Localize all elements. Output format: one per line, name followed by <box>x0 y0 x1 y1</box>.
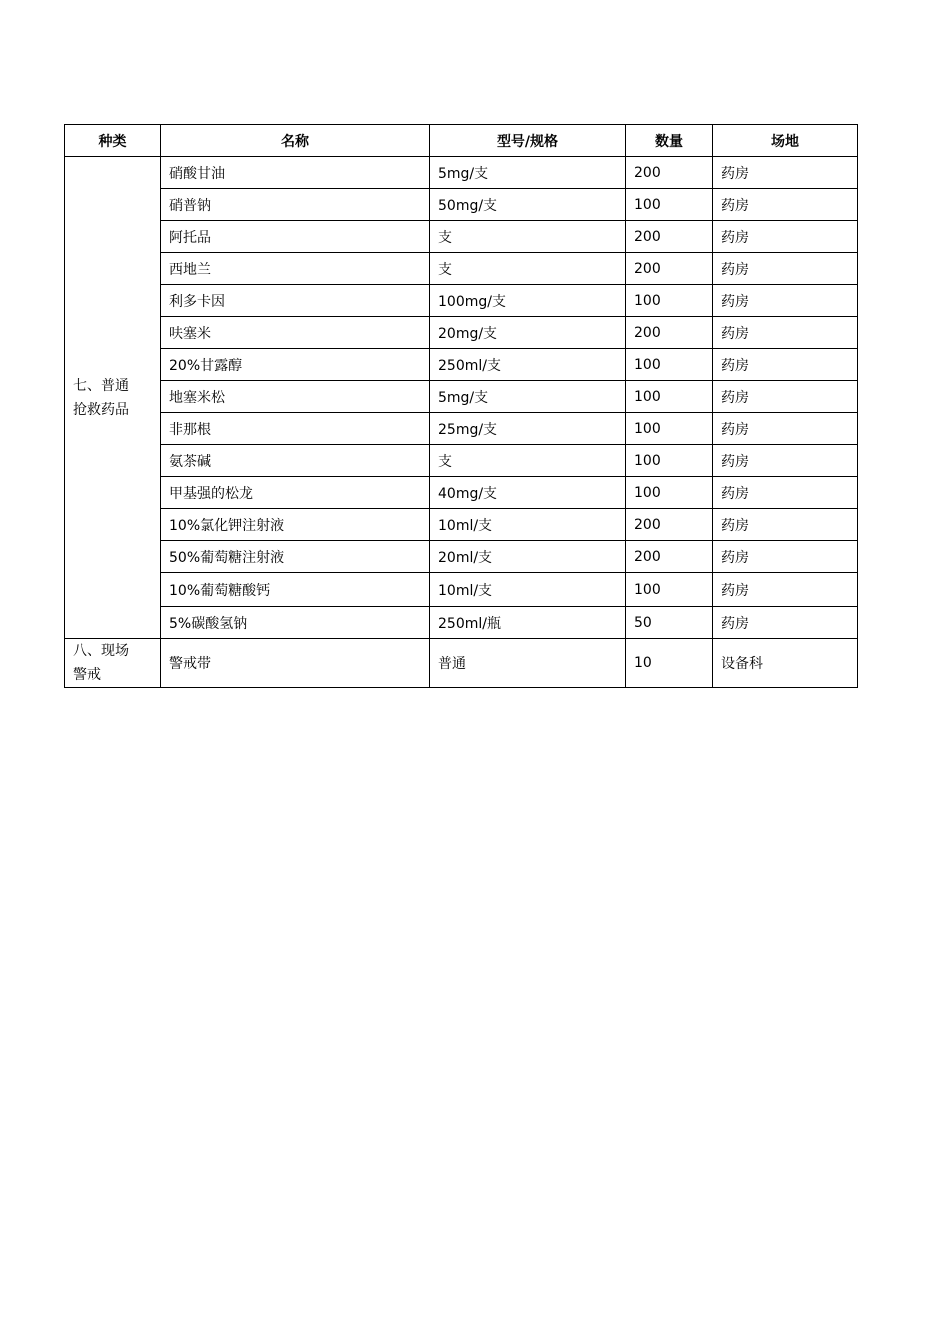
inventory-table <box>64 124 858 688</box>
item-spec: 5mg/支 <box>430 381 626 413</box>
item-place: 药房 <box>713 477 858 509</box>
category-label-line1: 七、普通 <box>73 377 129 394</box>
header-spec: 型号/规格 <box>430 125 626 157</box>
item-name: 地塞米松 <box>161 381 430 413</box>
table-row <box>65 541 858 573</box>
item-spec: 支 <box>430 221 626 253</box>
item-qty: 100 <box>626 445 713 477</box>
item-qty: 100 <box>626 573 713 607</box>
item-name: 警戒带 <box>161 639 430 688</box>
item-qty: 100 <box>626 381 713 413</box>
item-spec: 普通 <box>430 639 626 688</box>
item-spec: 支 <box>430 445 626 477</box>
table-row <box>65 607 858 639</box>
item-spec: 50mg/支 <box>430 189 626 221</box>
item-place: 药房 <box>713 541 858 573</box>
table-row <box>65 509 858 541</box>
item-spec: 250ml/支 <box>430 349 626 381</box>
category-label-line2: 抢救药品 <box>73 401 129 418</box>
table-row <box>65 285 858 317</box>
item-name: 西地兰 <box>161 253 430 285</box>
item-spec: 250ml/瓶 <box>430 607 626 639</box>
item-place: 药房 <box>713 317 858 349</box>
item-name: 利多卡因 <box>161 285 430 317</box>
item-spec: 10ml/支 <box>430 573 626 607</box>
item-spec: 10ml/支 <box>430 509 626 541</box>
item-name: 甲基强的松龙 <box>161 477 430 509</box>
item-spec: 100mg/支 <box>430 285 626 317</box>
item-spec: 支 <box>430 253 626 285</box>
item-qty: 50 <box>626 607 713 639</box>
table-row <box>65 221 858 253</box>
item-qty: 200 <box>626 509 713 541</box>
item-name: 呋塞米 <box>161 317 430 349</box>
item-qty: 200 <box>626 221 713 253</box>
item-spec: 20ml/支 <box>430 541 626 573</box>
item-place: 药房 <box>713 413 858 445</box>
item-name: 硝普钠 <box>161 189 430 221</box>
item-spec: 20mg/支 <box>430 317 626 349</box>
item-name: 10%葡萄糖酸钙 <box>161 573 430 607</box>
category-cell <box>65 639 161 688</box>
table-row <box>65 639 858 688</box>
table-row <box>65 381 858 413</box>
item-name: 5%碳酸氢钠 <box>161 607 430 639</box>
table-row <box>65 349 858 381</box>
item-place: 药房 <box>713 221 858 253</box>
item-qty: 100 <box>626 189 713 221</box>
header-qty: 数量 <box>626 125 713 157</box>
item-place: 药房 <box>713 445 858 477</box>
item-place: 药房 <box>713 285 858 317</box>
item-place: 药房 <box>713 349 858 381</box>
header-row <box>65 125 858 157</box>
table-row <box>65 317 858 349</box>
item-qty: 200 <box>626 541 713 573</box>
item-qty: 100 <box>626 477 713 509</box>
header-place: 场地 <box>713 125 858 157</box>
item-spec: 25mg/支 <box>430 413 626 445</box>
item-qty: 200 <box>626 317 713 349</box>
item-spec: 40mg/支 <box>430 477 626 509</box>
table-row <box>65 253 858 285</box>
table-row <box>65 445 858 477</box>
table-row <box>65 413 858 445</box>
item-place: 药房 <box>713 607 858 639</box>
header-name: 名称 <box>161 125 430 157</box>
item-qty: 100 <box>626 285 713 317</box>
table-row <box>65 573 858 607</box>
category-label-line2: 警戒 <box>73 667 101 683</box>
table-header <box>65 125 858 157</box>
item-place: 药房 <box>713 381 858 413</box>
item-qty: 10 <box>626 639 713 688</box>
item-name: 50%葡萄糖注射液 <box>161 541 430 573</box>
item-name: 10%氯化钾注射液 <box>161 509 430 541</box>
item-name: 硝酸甘油 <box>161 157 430 189</box>
category-label-line1: 八、现场 <box>73 643 129 659</box>
item-place: 药房 <box>713 509 858 541</box>
item-name: 阿托品 <box>161 221 430 253</box>
item-place: 药房 <box>713 573 858 607</box>
item-place: 药房 <box>713 157 858 189</box>
category-cell <box>65 157 161 639</box>
item-place: 药房 <box>713 189 858 221</box>
header-category: 种类 <box>65 125 161 157</box>
item-spec: 5mg/支 <box>430 157 626 189</box>
item-qty: 100 <box>626 413 713 445</box>
table-row <box>65 189 858 221</box>
item-qty: 200 <box>626 157 713 189</box>
item-name: 氨茶碱 <box>161 445 430 477</box>
item-qty: 200 <box>626 253 713 285</box>
table-row <box>65 157 858 189</box>
item-place: 药房 <box>713 253 858 285</box>
item-qty: 100 <box>626 349 713 381</box>
item-name: 非那根 <box>161 413 430 445</box>
item-place: 设备科 <box>713 639 858 688</box>
table-row <box>65 477 858 509</box>
item-name: 20%甘露醇 <box>161 349 430 381</box>
table-body <box>65 157 858 688</box>
